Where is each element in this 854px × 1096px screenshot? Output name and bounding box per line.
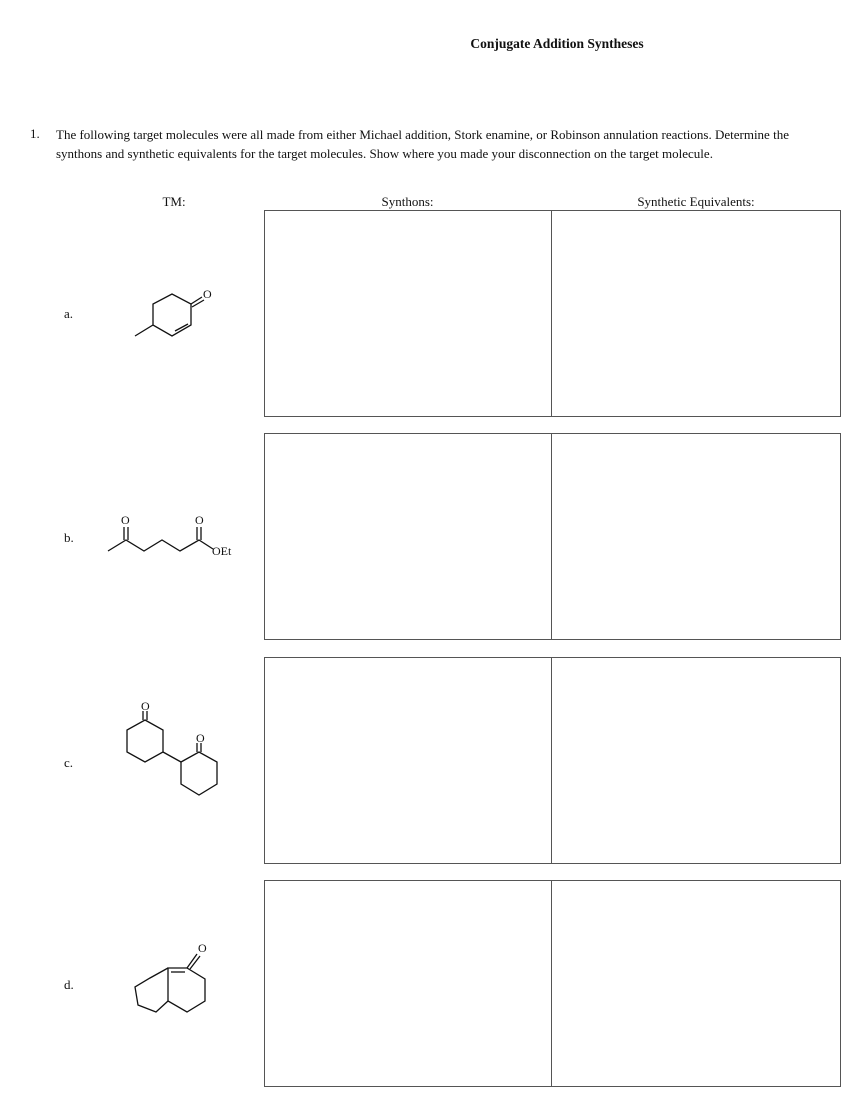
question-number: 1.	[30, 126, 40, 141]
synthons-box-d[interactable]	[264, 880, 552, 1087]
equivalents-box-d[interactable]	[551, 880, 841, 1087]
equivalents-box-b[interactable]	[551, 433, 841, 640]
tm-column-header: TM:	[162, 194, 186, 209]
synthons-column-header: Synthons:	[381, 194, 434, 209]
equivalents-box-a[interactable]	[551, 210, 841, 417]
molecule-a	[120, 280, 230, 350]
oxygen-label-c1: O	[141, 699, 150, 713]
ester-oxygen-b: O	[195, 513, 204, 527]
equivalents-column-header: Synthetic Equivalents:	[637, 194, 755, 209]
oxygen-label-a: O	[203, 287, 212, 301]
ethoxy-label-b: OEt	[212, 544, 232, 558]
item-label-a: a.	[64, 306, 74, 321]
item-label-b: b.	[64, 530, 74, 545]
item-label-c: c.	[64, 755, 74, 770]
molecule-d	[120, 938, 230, 1028]
synthons-box-b[interactable]	[264, 433, 552, 640]
ketone-oxygen-b: O	[121, 513, 130, 527]
oxygen-label-c2: O	[196, 731, 205, 745]
molecule-c	[115, 700, 245, 815]
synthons-box-a[interactable]	[264, 210, 552, 417]
item-label-d: d.	[64, 977, 74, 992]
page-title: Conjugate Addition Syntheses	[470, 36, 644, 51]
molecule-b	[100, 505, 260, 565]
question-text: The following target molecules were all made from either Michael addition, Stork enamine, or Robinson annulation reactions. Determine the synthons and synthetic equivalents for the target molecules. Show where you made your disconnection on the target molecule.	[56, 127, 789, 161]
oxygen-label-d: O	[198, 941, 207, 955]
synthons-box-c[interactable]	[264, 657, 552, 864]
equivalents-box-c[interactable]	[551, 657, 841, 864]
